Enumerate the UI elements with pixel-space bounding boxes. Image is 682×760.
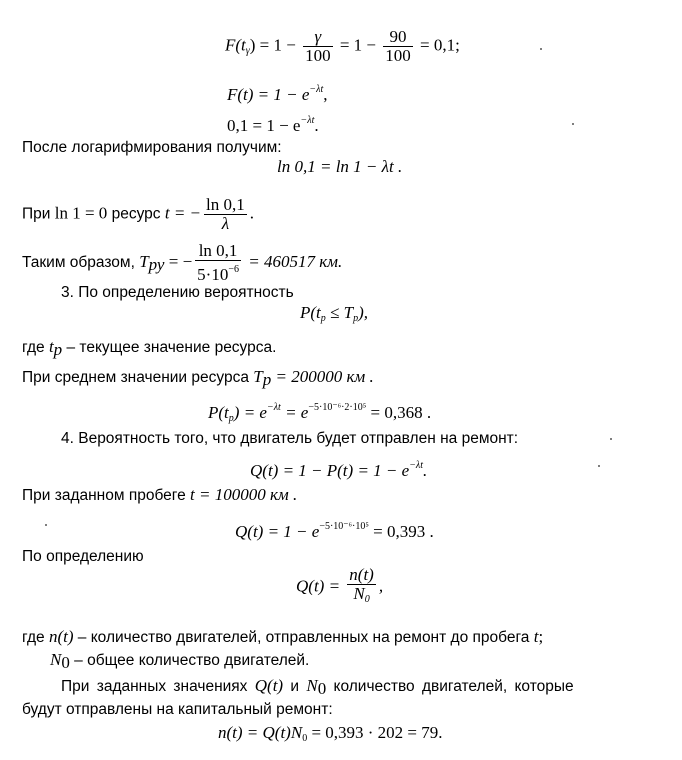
formula-probability-value: $P(t_р) = e^{-\lambda t} = e^{-5\cdot 10^{-6}\cdot 2\cdot 10^5} = 0,368$ . <box>208 402 432 424</box>
formula-repair-value: $Q(t) = 1 - e^{-5\cdot 10^{-6}\cdot 10^5} = 0,393$ . <box>235 521 434 541</box>
fraction: $\frac{n(t)}{N_0}$ <box>349 565 374 605</box>
paragraph-average-resource: При среднем значении ресурса $T_р = 200000$ км . <box>22 367 374 389</box>
formula-equation: $0,1 = 1 - e^{-\lambda t}$. <box>227 115 319 135</box>
formula-repair-probability: $Q(t) = 1 - P(t) = 1 - e^{-\lambda t}$. <box>250 460 428 480</box>
paragraph-section-3: 3. По определению вероятность <box>61 284 294 301</box>
paragraph-section-4: 4. Вероятность того, что двигатель будет отправлен на ремонт: <box>61 430 519 447</box>
paragraph-capital-repair: будут отправлены на капитальный ремонт: <box>22 701 333 718</box>
paragraph-by-definition: По определению <box>22 548 144 565</box>
formula-engine-count: $n(t) = Q(t)N_0 = 0,393 \cdot 202 = 79$. <box>218 723 443 744</box>
formula-ratio: Q(t) = $\frac{n(t)}{N_0}$ , <box>296 566 383 609</box>
paragraph-given-values: При заданных значениях Q(t) и $N_0$ количество двигателей, которые <box>61 676 574 698</box>
scan-speck <box>572 123 574 125</box>
formula-failure-function: $F(t) = 1 - e^{-\lambda t}$, <box>227 84 328 104</box>
fraction: $\frac{\ln 0,1}{\lambda}$ <box>206 195 245 233</box>
scan-speck <box>45 524 47 526</box>
paragraph-where-n: где n(t) – количество двигателей, отправленных на ремонт до пробега t; <box>22 627 544 646</box>
paragraph-where-t: где $t_р$ – текущее значение ресурса. <box>22 337 277 359</box>
formula-logarithm: ln 0,1 = ln 1 − λt . <box>277 157 403 176</box>
scan-speck <box>540 48 542 50</box>
paragraph-n0: $N_0$ – общее количество двигателей. <box>50 650 310 672</box>
paragraph-after-log: После логарифмирования получим: <box>22 139 282 156</box>
paragraph-given-mileage: При заданном пробеге t = 100000 км . <box>22 485 298 504</box>
fraction: $\frac{90}{100}$ <box>385 27 411 65</box>
formula-probability: $P(t_р \le T_р)$, <box>300 303 368 324</box>
formula-failure-probability-gamma: $F(t_\gamma) = 1$ − $\frac{\gamma}{100}$ = 1 − $\frac{90}{100}$ = 0,1; <box>225 27 460 65</box>
scan-speck <box>598 465 600 467</box>
fraction: $\frac{\ln 0,1}{5\cdot 10^{-6}}$ <box>197 241 239 284</box>
paragraph-resource-result: Таким образом, $T_{ру}$ = − $\frac{\ln 0,1}{5\cdot 10^{-6}}$ = 460517 км. <box>22 241 343 284</box>
paragraph-resource-formula: При ln 1 = 0 ресурс t = − $\frac{\ln 0,1}{\lambda}$ . <box>22 195 255 233</box>
scan-speck <box>610 438 612 440</box>
fraction: $\frac{\gamma}{100}$ <box>305 27 331 65</box>
